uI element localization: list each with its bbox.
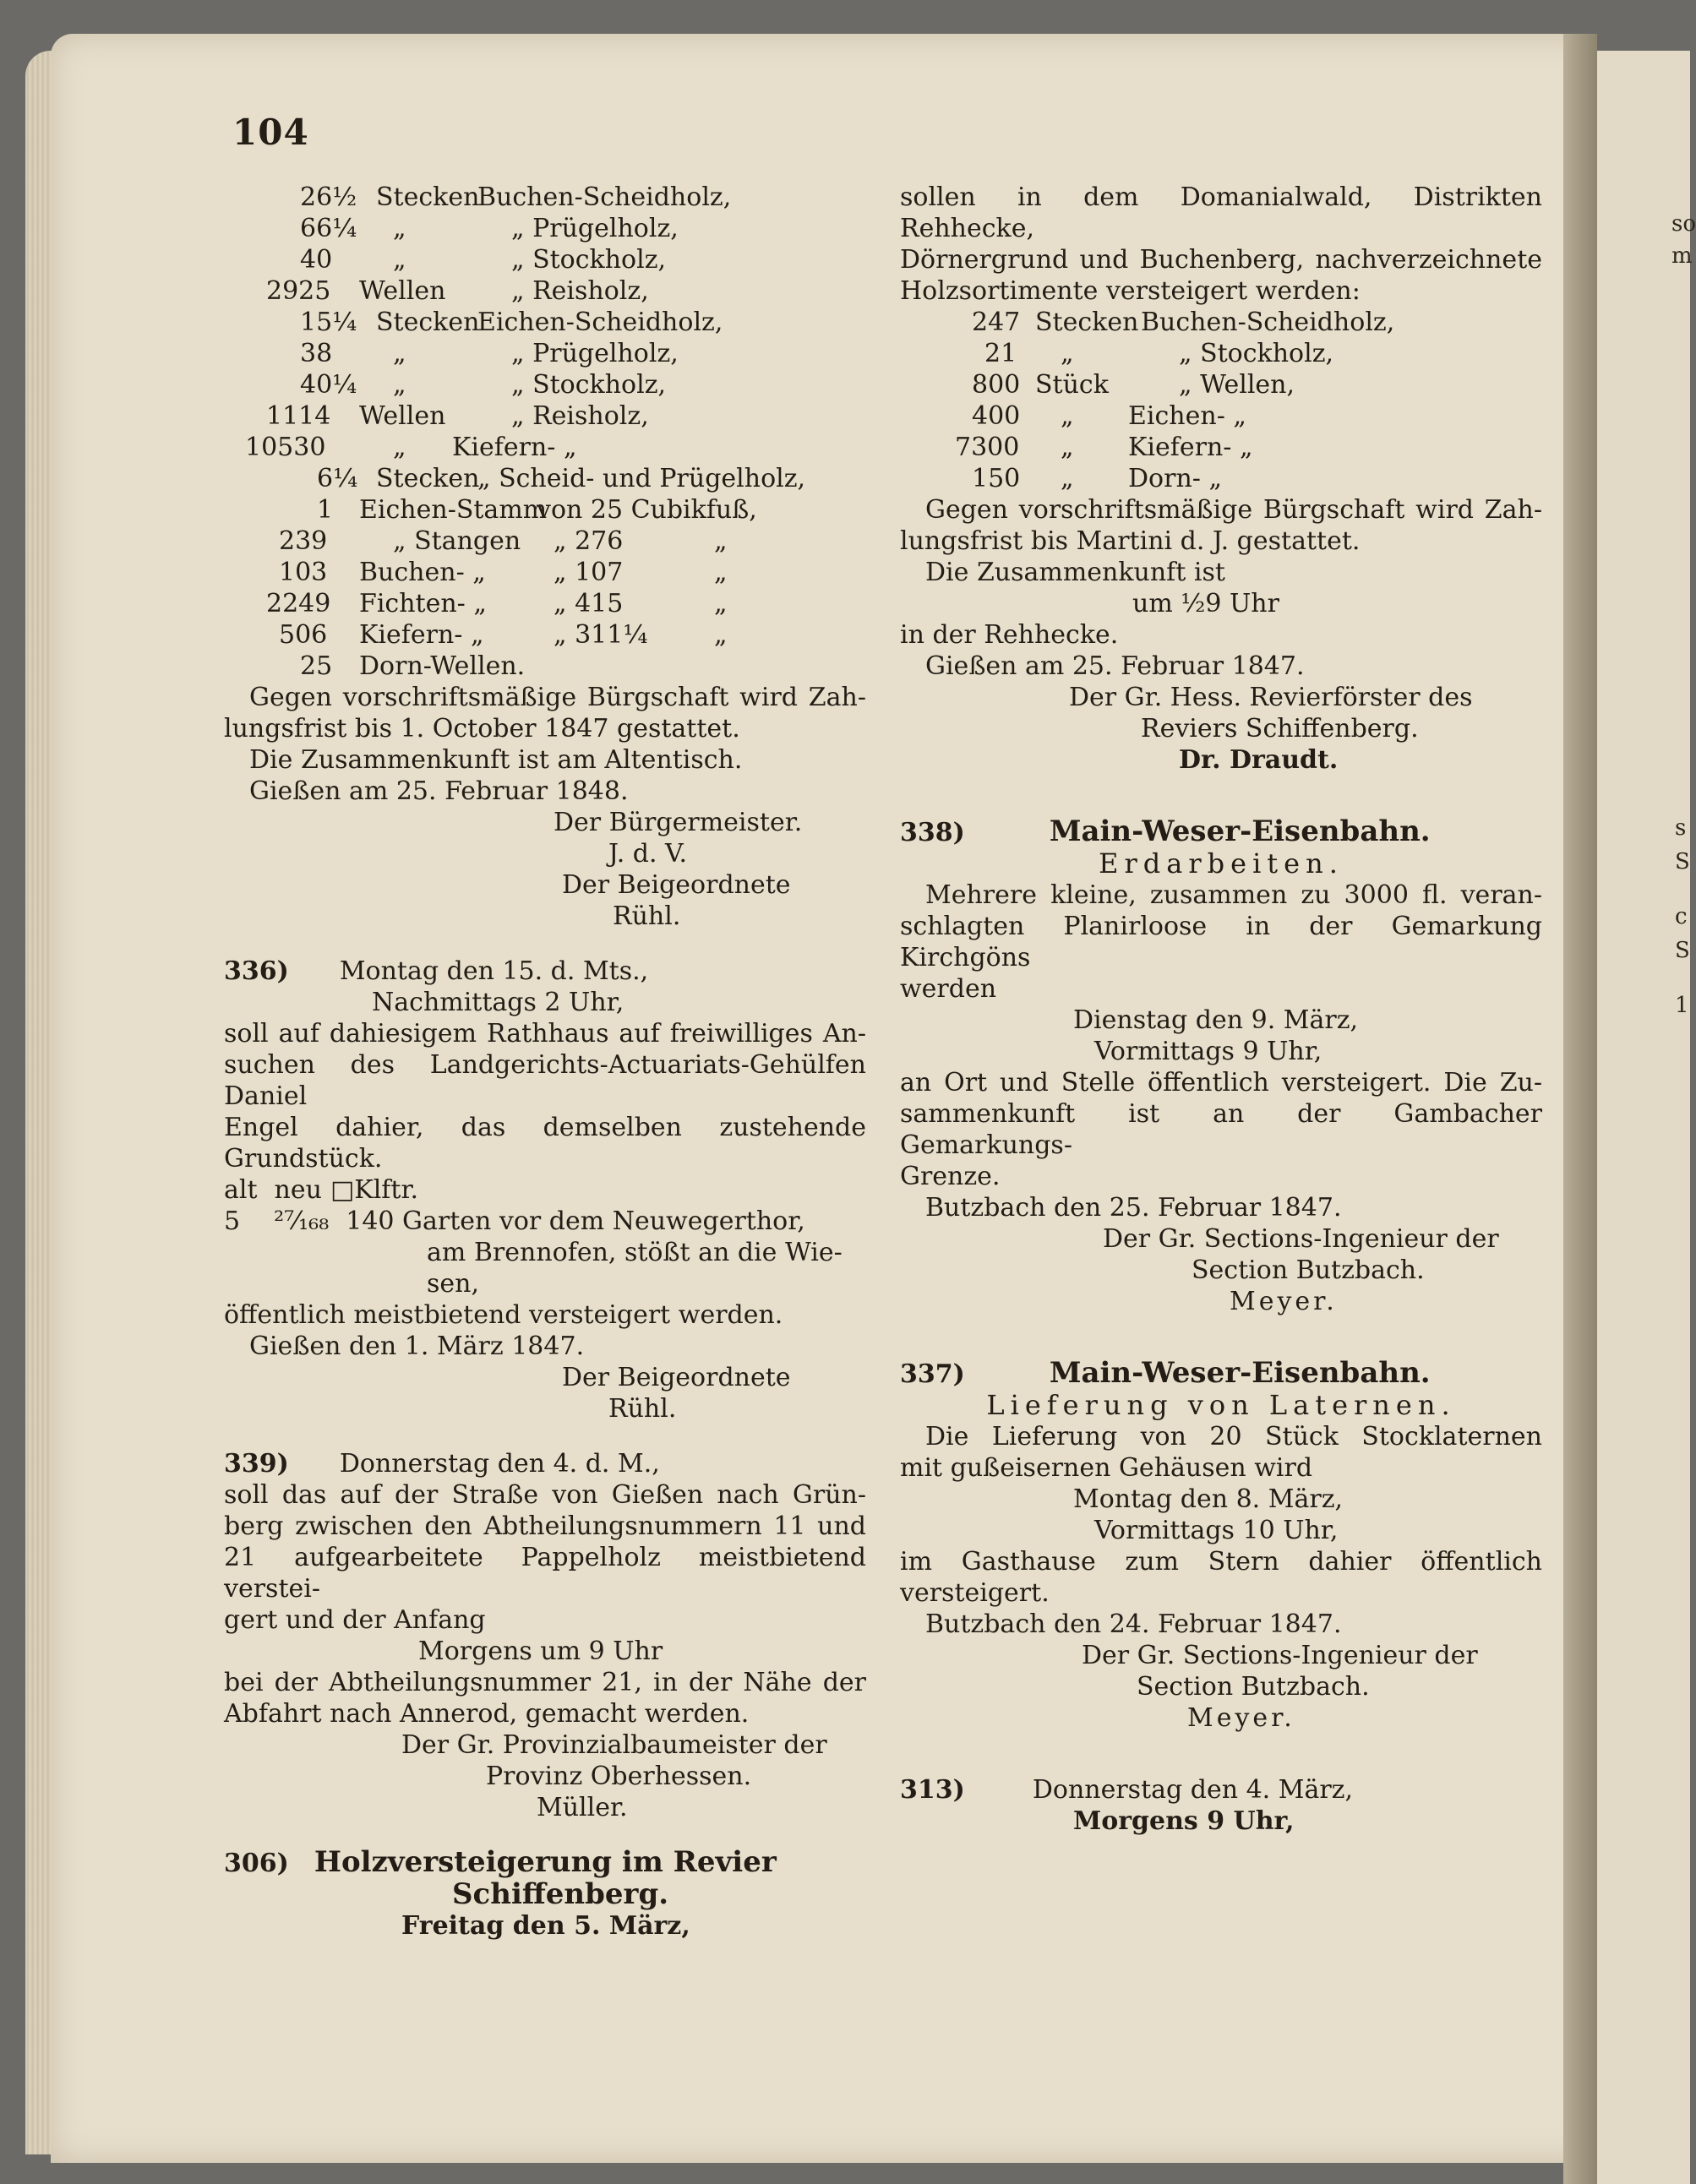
table-row: 506 Kiefern- „ „ 311¼ „: [279, 620, 728, 650]
table-row: 103 Buchen- „ „ 107 „: [279, 558, 728, 587]
notice-number: 338): [900, 818, 965, 847]
wood-table: [900, 307, 1542, 494]
signature: Der Gr. Sections-Ingenieur der: [1103, 1224, 1499, 1254]
table-row: 40¼ „ „ Stockholz,: [300, 370, 667, 400]
signature: Provinz Oberhessen.: [486, 1762, 752, 1791]
notice-number: 339): [224, 1449, 289, 1479]
right-column: [900, 182, 1542, 1837]
table-row: 400 „ Eichen- „: [972, 401, 1246, 431]
notice-338: 338) Main-Weser-Eisenbahn. Erdarbeiten. Mehrere kleine, zusammen zu 3000 fl. veran- schlagten Planirloose in der Gemarkung Kirchgöns werden Dienstag den 9. März, Vormittags 9 Uhr, an Ort und Stelle öffentlich versteigert. Die Zu- sammenkunft ist an der Gambacher Gemarkungs- Grenze. Butzbach den 25. Februar 1847. Der Gr. Sections-Ingenieur der Section Butzbach. Meyer.: [900, 814, 1542, 1316]
table-row: 40 „ „ Stockholz,: [300, 245, 667, 275]
lot-header: alt neu □Klftr.: [224, 1175, 419, 1205]
signature: Reviers Schiffenberg.: [1141, 714, 1419, 743]
notice-337: 337) Main-Weser-Eisenbahn. Lieferung von Laternen. Die Lieferung von 20 Stück Stocklaternen mit gußeisernen Gehäusen wird Montag den 8. März, Vormittags 10 Uhr, im Gasthause zum Stern dahier öffentlich versteigert. Butzbach den 24. Februar 1847. Der Gr. Sections-Ingenieur der Section Butzbach. Meyer.: [900, 1356, 1542, 1733]
table-row: 239 „ Stangen „ 276 „: [279, 526, 728, 556]
signature: Meyer.: [1187, 1703, 1295, 1733]
notice-336: 336) Montag den 15. d. Mts., Nachmittags 2 Uhr, soll auf dahiesigem Rathhaus auf freiwilliges An- suchen des Landgerichts-Actuariats-Gehülfen Daniel Engel dahier, das demselben zustehende Grundstück. alt neu □Klftr. 5 ²⁷⁄₁₆₈ 140 Garten vor dem Neuwegerthor, am Brennofen, stößt an die Wie- sen, öffentlich meistbietend versteigert werden. Gießen den 1. März 1847. Der Beigeordnete Rühl.: [224, 956, 866, 1424]
table-row: 6¼ Stecken „ Scheid- und Prügelholz,: [317, 464, 806, 493]
signature: Der Beigeordnete: [562, 1363, 791, 1392]
signature: Meyer.: [1230, 1287, 1338, 1316]
notice-title: Holzversteigerung im Revier: [314, 1845, 777, 1879]
next-page-fragment: s: [1675, 815, 1687, 841]
signature: Müller.: [537, 1793, 628, 1822]
notice-335-terms: Gegen vorschriftsmäßige Bürgschaft wird Zah- lungsfrist bis 1. October 1847 gestattet. Die Zusammenkunft ist am Altentisch. Gießen am 25. Februar 1848. Der Bürgermeister. J. d. V. Der Beigeordnete Rühl.: [224, 683, 866, 931]
signature: Dr. Draudt.: [1179, 745, 1339, 775]
notice-number: 313): [900, 1775, 965, 1805]
signature: Rühl.: [608, 1394, 677, 1424]
next-page-fragment: 1: [1675, 993, 1689, 1018]
place-date: Butzbach den 24. Februar 1847.: [925, 1609, 1342, 1639]
notice-number: 336): [224, 956, 289, 986]
next-page-fragment: m: [1671, 243, 1693, 269]
lot-row: 5 ²⁷⁄₁₆₈ 140 Garten vor dem Neuwegerthor,: [224, 1206, 805, 1236]
table-row: 66¼ „ „ Prügelholz,: [300, 214, 679, 243]
notice-title: Main-Weser-Eisenbahn.: [1049, 1356, 1431, 1390]
table-row: 2925 Wellen „ Reisholz,: [266, 276, 649, 306]
signature: Rühl.: [613, 901, 681, 931]
table-row: 21 „ „ Stockholz,: [984, 339, 1334, 368]
table-row: 10530 „ Kiefern- „: [245, 433, 577, 462]
page-number: 104: [232, 112, 309, 153]
notice-subtitle: Lieferung von Laternen.: [986, 1389, 1456, 1421]
signature: Der Beigeordnete: [562, 870, 791, 900]
signature: Section Butzbach.: [1137, 1672, 1370, 1702]
notice-339: 339) Donnerstag den 4. d. M., soll das auf der Straße von Gießen nach Grün- berg zwischen den Abtheilungsnummern 11 und 21 aufgearbeitete Pappelholz meistbietend verstei- gert und der Anfang Morgens um 9 Uhr bei der Abtheilungsnummer 21, in der Nähe der Abfahrt nach Annerod, gemacht werden. Der Gr. Provinzialbaumeister der Provinz Oberhessen. Müller.: [224, 1449, 866, 1822]
notice-number: 337): [900, 1359, 965, 1389]
place-date: Gießen den 1. März 1847.: [249, 1332, 585, 1361]
signature: Der Gr. Hess. Revierförster des: [1069, 683, 1473, 712]
notice-subtitle: Erdarbeiten.: [1099, 847, 1344, 880]
next-page-edge: [1597, 51, 1696, 2184]
notice-number: 306): [224, 1849, 289, 1878]
table-row: 1 Eichen-Stamm von 25 Cubikfuß,: [317, 495, 757, 525]
table-row: 1114 Wellen „ Reisholz,: [266, 401, 649, 431]
place-date: Butzbach den 25. Februar 1847.: [925, 1193, 1342, 1223]
place-date: Gießen am 25. Februar 1847.: [925, 651, 1305, 681]
next-page-fragment: so: [1671, 211, 1696, 237]
table-row: 26½ Stecken Buchen-Scheidholz,: [300, 182, 732, 212]
table-row: 2249 Fichten- „ „ 415 „: [266, 589, 728, 618]
table-row: 15¼ Stecken Eichen-Scheidholz,: [300, 308, 723, 337]
table-row: 7300 „ Kiefern- „: [955, 433, 1253, 462]
signature: Der Bürgermeister.: [554, 808, 803, 837]
place-date: Gießen am 25. Februar 1848.: [249, 776, 629, 806]
notice-306-continued: sollen in dem Domanialwald, Distrikten Rehhecke, Dörnergrund und Buchenberg, nachverzeichnete Holzsortimente versteigert werden: 247 Stecken Buchen-Scheidholz, 21 „ „ Stockholz, 800 Stück „ Wellen, 400 „ Eichen- „ 7300 „ Kiefern- „ 150 „ Dorn- „ Gegen vorschriftsmäßige Bürgschaft wird Zah- lungsfrist bis Martini d. J. gestattet. Die Zusammenkunft ist um ½9 Uhr in der Rehhecke. Gießen am 25. Februar 1847. Der Gr. Hess. Revierförster des Reviers Schiffenberg. Dr. Draudt.: [900, 182, 1542, 775]
notice-title: Schiffenberg.: [452, 1877, 669, 1911]
notice-title: Main-Weser-Eisenbahn.: [1049, 814, 1431, 848]
signature: Der Gr. Sections-Ingenieur der: [1082, 1641, 1478, 1670]
next-page-fragment: S: [1675, 849, 1690, 874]
signature: Section Butzbach.: [1192, 1255, 1425, 1285]
inventory-table: [224, 182, 866, 682]
table-row: 150 „ Dorn- „: [972, 464, 1222, 493]
next-page-fragment: c: [1675, 904, 1688, 929]
next-page-fragment: S: [1675, 938, 1690, 963]
notice-306: 306) Holzversteigerung im Revier Schiffenberg. Freitag den 5. März,: [224, 1847, 866, 1942]
notice-313: 313) Donnerstag den 4. März, Morgens 9 Uhr,: [900, 1775, 1354, 1836]
left-column: [224, 182, 866, 1942]
signature: J. d. V.: [608, 839, 688, 869]
signature: Der Gr. Provinzialbaumeister der: [401, 1730, 827, 1760]
table-row: 38 „ „ Prügelholz,: [300, 339, 679, 368]
table-row: 247 Stecken Buchen-Scheidholz,: [972, 308, 1395, 337]
table-row: 800 Stück „ Wellen,: [972, 370, 1295, 400]
book-gutter: [1563, 34, 1597, 2184]
table-row: 25 Dorn-Wellen.: [300, 651, 526, 681]
